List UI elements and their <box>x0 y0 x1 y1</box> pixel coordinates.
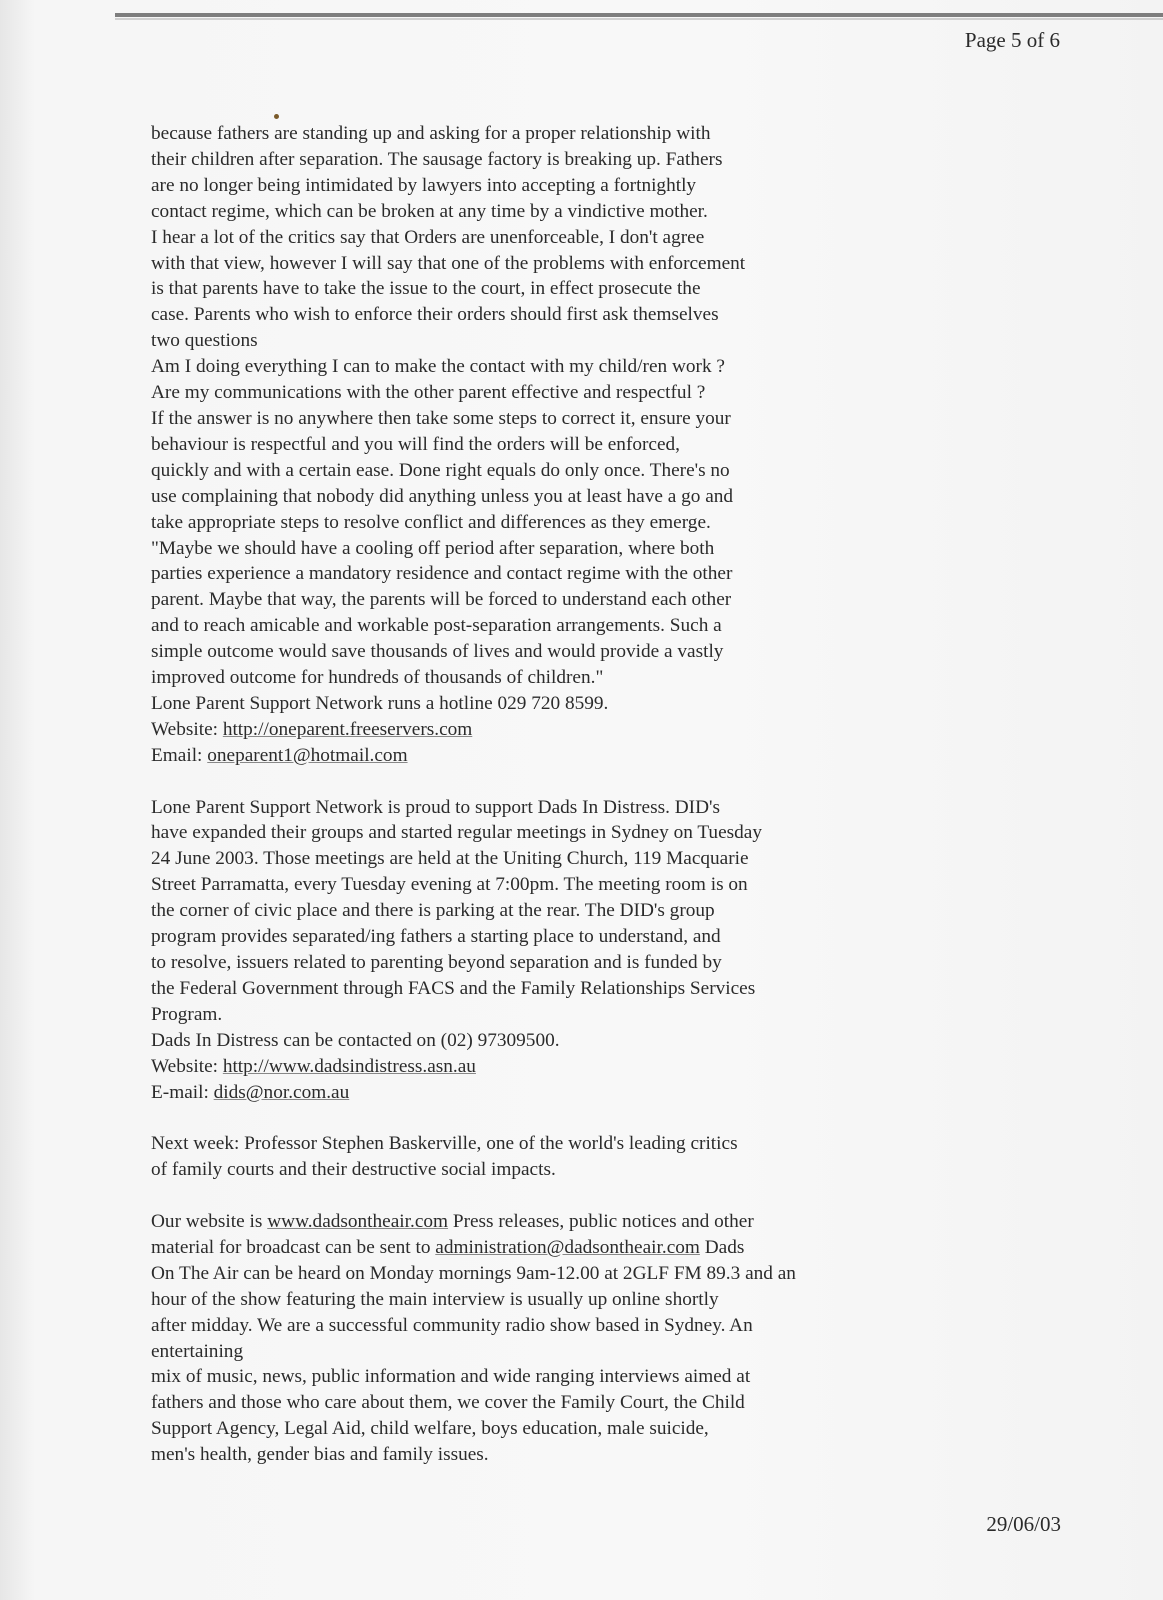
dota-text: material for broadcast can be sent to <box>151 1236 436 1258</box>
text-line: with that view, however I will say that one of the problems with enforcement <box>151 252 746 274</box>
text-line: Next week: Professor Stephen Baskerville, one of the world's leading critics <box>151 1133 738 1155</box>
top-edge-line <box>115 13 1163 17</box>
text-line: their children after separation. The sausage factory is breaking up. Fathers <box>151 148 723 170</box>
text-line: take appropriate steps to resolve conflict and differences as they emerge. <box>151 511 711 533</box>
paragraph-gap <box>151 1105 911 1131</box>
dota-text: Press releases, public notices and other <box>448 1211 754 1233</box>
text-line: and to reach amicable and workable post-separation arrangements. Such a <box>151 615 722 637</box>
ink-speck <box>274 114 279 119</box>
text-line: men's health, gender bias and family issues. <box>151 1444 489 1466</box>
text-line: Program. <box>151 1003 223 1025</box>
lpsn-email-line <box>151 743 911 769</box>
text-line: Street Parramatta, every Tuesday evening at 7:00pm. The meeting room is on <box>151 874 748 896</box>
text-line: the corner of civic place and there is parking at the rear. The DID's group <box>151 900 715 922</box>
text-line: parent. Maybe that way, the parents will be forced to understand each other <box>151 589 732 611</box>
footer-date: 29/06/03 <box>986 1512 1061 1536</box>
text-line: Lone Parent Support Network runs a hotline 029 720 8599. <box>151 692 609 714</box>
paragraph-1 <box>151 121 911 717</box>
text-line: hour of the show featuring the main interview is usually up online shortly <box>151 1288 719 1310</box>
text-line: contact regime, which can be broken at any time by a vindictive mother. <box>151 200 708 222</box>
text-line: because fathers are standing up and asking for a proper relationship with <box>151 123 711 144</box>
dota-website-link[interactable]: www.dadsontheair.com <box>267 1211 449 1233</box>
text-line: On The Air can be heard on Monday mornings 9am-12.00 at 2GLF FM 89.3 and an <box>151 1262 796 1284</box>
document-body <box>151 121 911 1468</box>
text-line: Am I doing everything I can to make the contact with my child/ren work ? <box>151 356 725 378</box>
text-line: "Maybe we should have a cooling off period after separation, where both <box>151 537 715 559</box>
text-line: quickly and with a certain ease. Done right equals do only once. There's no <box>151 459 730 481</box>
text-line: Lone Parent Support Network is proud to support Dads In Distress. DID's <box>151 796 720 818</box>
text-line: 24 June 2003. Those meetings are held at the Uniting Church, 119 Macquarie <box>151 848 749 870</box>
lpsn-website-line <box>151 717 911 743</box>
dota-email-link[interactable]: administration@dadsontheair.com <box>435 1236 700 1258</box>
text-line: of family courts and their destructive social impacts. <box>151 1159 556 1181</box>
text-line: mix of music, news, public information and wide ranging interviews aimed at <box>151 1366 751 1388</box>
text-line: I hear a lot of the critics say that Orders are unenforceable, I don't agree <box>151 226 705 248</box>
text-line: the Federal Government through FACS and the Family Relationships Services <box>151 977 756 999</box>
text-line: behaviour is respectful and you will find the orders will be enforced, <box>151 433 681 455</box>
text-line: If the answer is no anywhere then take some steps to correct it, ensure your <box>151 407 731 429</box>
text-line: two questions <box>151 330 258 352</box>
email-label: E-mail: <box>151 1081 214 1103</box>
dota-line-1 <box>151 1209 911 1235</box>
website-label: Website: <box>151 1055 223 1077</box>
text-line: Are my communications with the other parent effective and respectful ? <box>151 382 706 404</box>
paragraph-4 <box>151 1261 911 1468</box>
text-line: fathers and those who care about them, we cover the Family Court, the Child <box>151 1392 745 1414</box>
text-line: parties experience a mandatory residence and contact regime with the other <box>151 563 733 585</box>
paragraph-2 <box>151 795 911 1054</box>
paragraph-gap <box>151 1183 911 1209</box>
lpsn-website-link[interactable]: http://oneparent.freeservers.com <box>222 718 473 740</box>
top-edge-shadow <box>115 18 1163 20</box>
text-line: are no longer being intimidated by lawyers into accepting a fortnightly <box>151 174 697 196</box>
dota-line-2 <box>151 1235 911 1261</box>
text-line: Dads In Distress can be contacted on (02) 97309500. <box>151 1029 560 1051</box>
lpsn-email-link[interactable]: oneparent1@hotmail.com <box>207 744 408 766</box>
text-line: use complaining that nobody did anything unless you at least have a go and <box>151 485 734 507</box>
text-line: simple outcome would save thousands of lives and would provide a vastly <box>151 641 724 663</box>
dota-text: Dads <box>699 1236 745 1258</box>
text-line: Support Agency, Legal Aid, child welfare, boys education, male suicide, <box>151 1418 709 1440</box>
paragraph-gap <box>151 769 911 795</box>
text-line: case. Parents who wish to enforce their orders should first ask themselves <box>151 304 719 326</box>
text-line: have expanded their groups and started regular meetings in Sydney on Tuesday <box>151 822 762 844</box>
text-line: after midday. We are a successful community radio show based in Sydney. An <box>151 1314 753 1336</box>
email-label: Email: <box>151 744 208 766</box>
text-line: program provides separated/ing fathers a starting place to understand, and <box>151 926 721 948</box>
dota-text: Our website is <box>151 1211 268 1233</box>
did-email-line <box>151 1080 911 1106</box>
text-line: is that parents have to take the issue to the court, in effect prosecute the <box>151 278 701 300</box>
text-line: improved outcome for hundreds of thousands of children." <box>151 667 604 689</box>
did-email-link[interactable]: dids@nor.com.au <box>213 1081 350 1103</box>
did-website-link[interactable]: http://www.dadsindistress.asn.au <box>222 1055 476 1077</box>
paragraph-3 <box>151 1131 911 1183</box>
website-label: Website: <box>151 718 223 740</box>
did-website-line <box>151 1054 911 1080</box>
text-line: to resolve, issuers related to parenting beyond separation and is funded by <box>151 951 722 973</box>
page-number: Page 5 of 6 <box>964 28 1060 52</box>
text-line: entertaining <box>151 1340 244 1362</box>
